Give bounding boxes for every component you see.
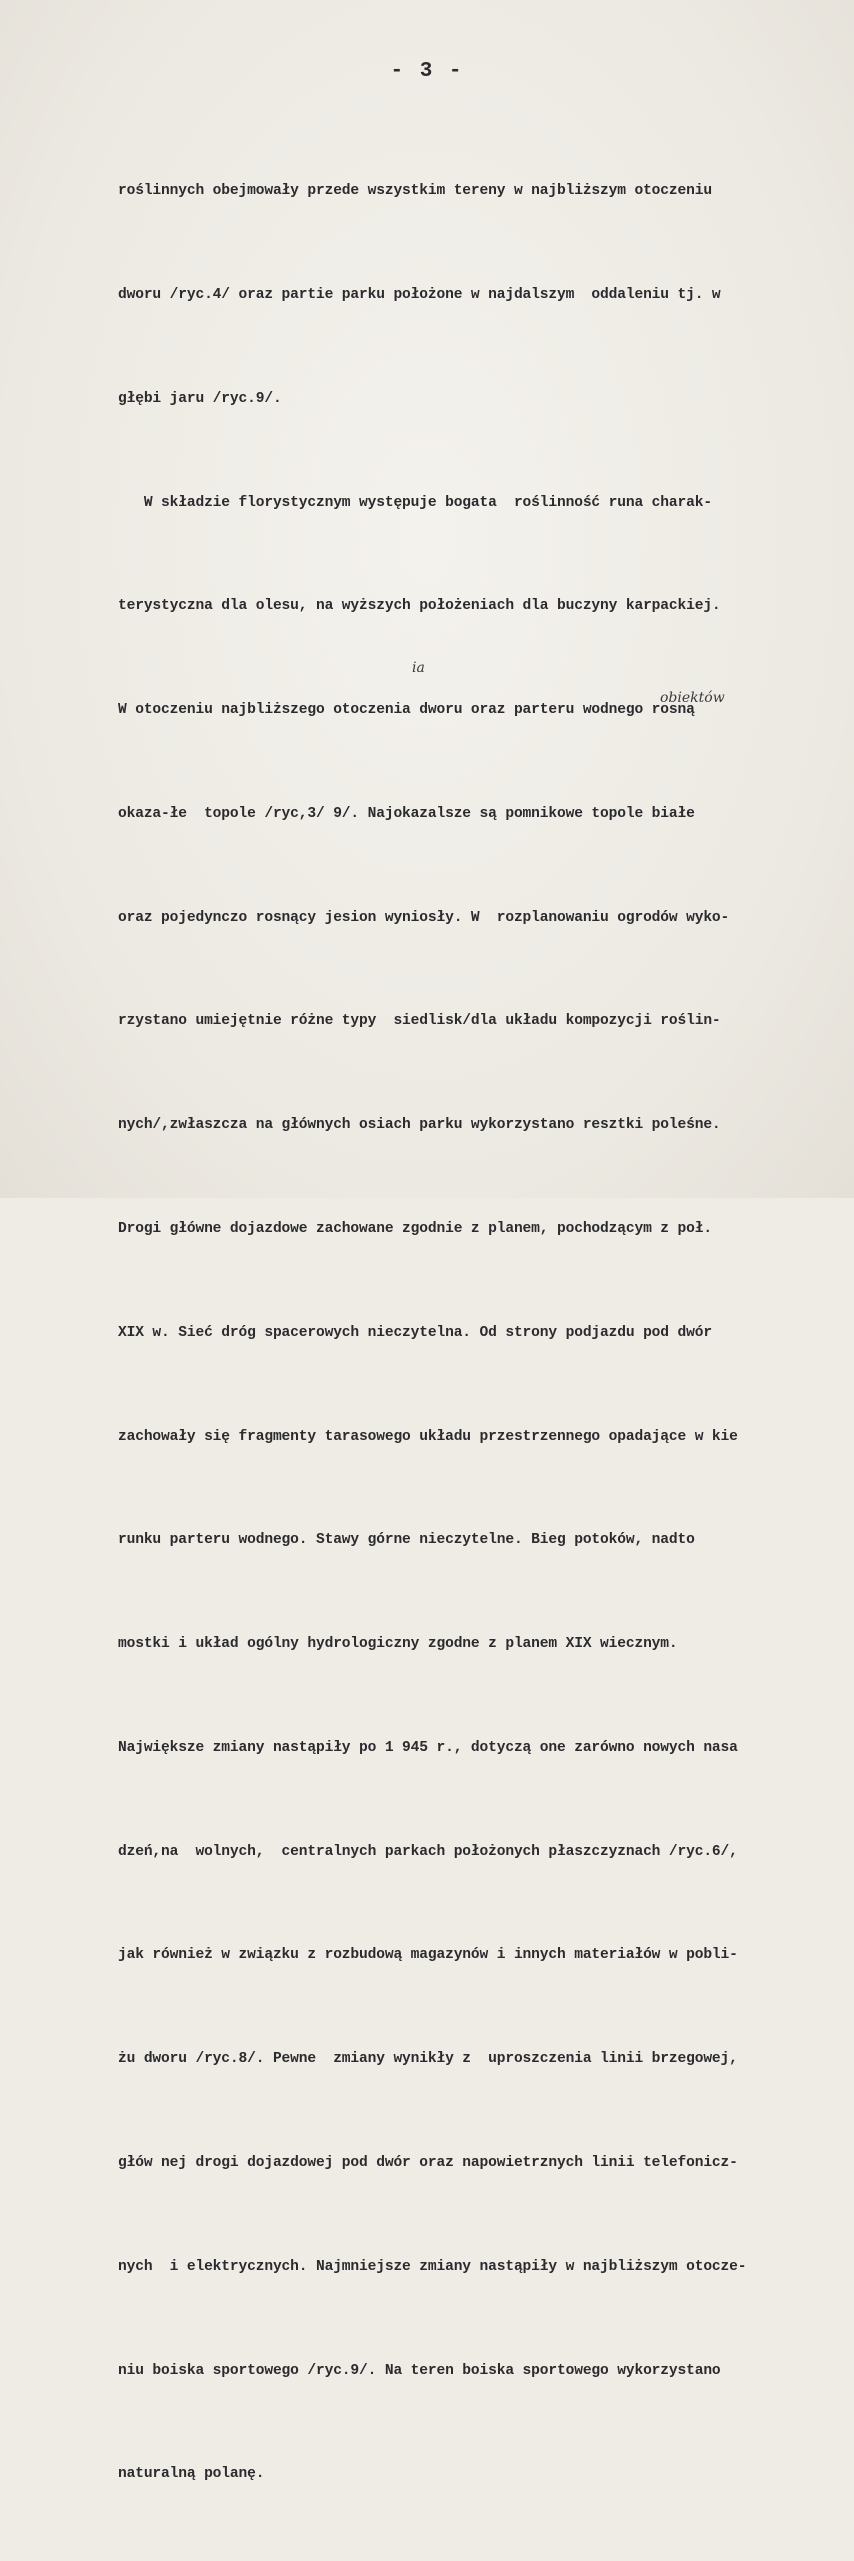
- text-line: zachowały się fragmenty tarasowego układu przestrzennego opadające w kie: [118, 1428, 738, 1445]
- text-line: Drogi główne dojazdowe zachowane zgodnie z planem, pochodzącym z poł.: [118, 1221, 712, 1237]
- text-line: oraz pojedynczo rosnący jesion wyniosły. W rozplanowaniu ogrodów wyko-: [118, 909, 730, 926]
- text-line: nych/,zwłaszcza na głównych osiach parku wykorzystano resztki poleśne.: [118, 1117, 721, 1134]
- body-text: [118, 105, 844, 2561]
- text-line: rzystano umiejętnie różne typy siedlisk/dla układu kompozycji roślin-: [118, 1013, 721, 1030]
- text-line: XIX w. Sieć dróg spacerowych nieczytelna. Od strony podjazdu pod dwór: [118, 1324, 712, 1341]
- text-line: głów nej drogi dojazdowej pod dwór oraz napowietrznych linii telefonicz-: [118, 2155, 738, 2172]
- text-line: roślinnych obejmowały przede wszystkim tereny w najbliższym otoczeniu: [118, 183, 712, 200]
- text-line: terystyczna dla olesu, na wyższych położeniach dla buczyny karpackiej.: [118, 598, 721, 615]
- text-line: dworu /ryc.4/ oraz partie parku położone w najdalszym oddaleniu tj. w: [118, 286, 721, 303]
- text-line: W otoczeniu najbliższego otoczenia dworu oraz parteru wodnego rosną: [118, 702, 695, 719]
- text-line: mostki i układ ogólny hydrologiczny zgodne z planem XIX wiecznym.: [118, 1636, 678, 1653]
- text-line: żu dworu /ryc.8/. Pewne zmiany wynikły z uproszczenia linii brzegowej,: [118, 2051, 738, 2068]
- handwritten-correction-obiektow: obiektów: [660, 690, 725, 706]
- text-line: dzeń,na wolnych, centralnych parkach położonych płaszczyznach /ryc.6/,: [118, 1843, 738, 1860]
- text-line: jak również w związku z rozbudową magazynów i innych materiałów w pobli-: [118, 1947, 738, 1964]
- text-line: niu boiska sportowego /ryc.9/. Na teren boiska sportowego wykorzystano: [118, 2362, 721, 2379]
- handwritten-correction-ia: ia: [412, 660, 425, 676]
- text-line: nych i elektrycznych. Najmniejsze zmiany nastąpiły w najbliższym otocze-: [118, 2258, 747, 2275]
- page-number: - 3 -: [390, 60, 464, 83]
- text-line: W składzie florystycznym występuje bogata roślinność runa charak-: [118, 494, 712, 511]
- text-line: okaza-łe topole /ryc,3/ 9/. Najokazalsze są pomnikowe topole białe: [118, 805, 695, 822]
- text-line: runku parteru wodnego. Stawy górne nieczytelne. Bieg potoków, nadto: [118, 1532, 695, 1549]
- text-line: Największe zmiany nastąpiły po 1 945 r., dotyczą one zarówno nowych nasa: [118, 1739, 738, 1756]
- text-line: naturalną polanę.: [118, 2466, 265, 2483]
- text-line: głębi jaru /ryc.9/.: [118, 390, 282, 407]
